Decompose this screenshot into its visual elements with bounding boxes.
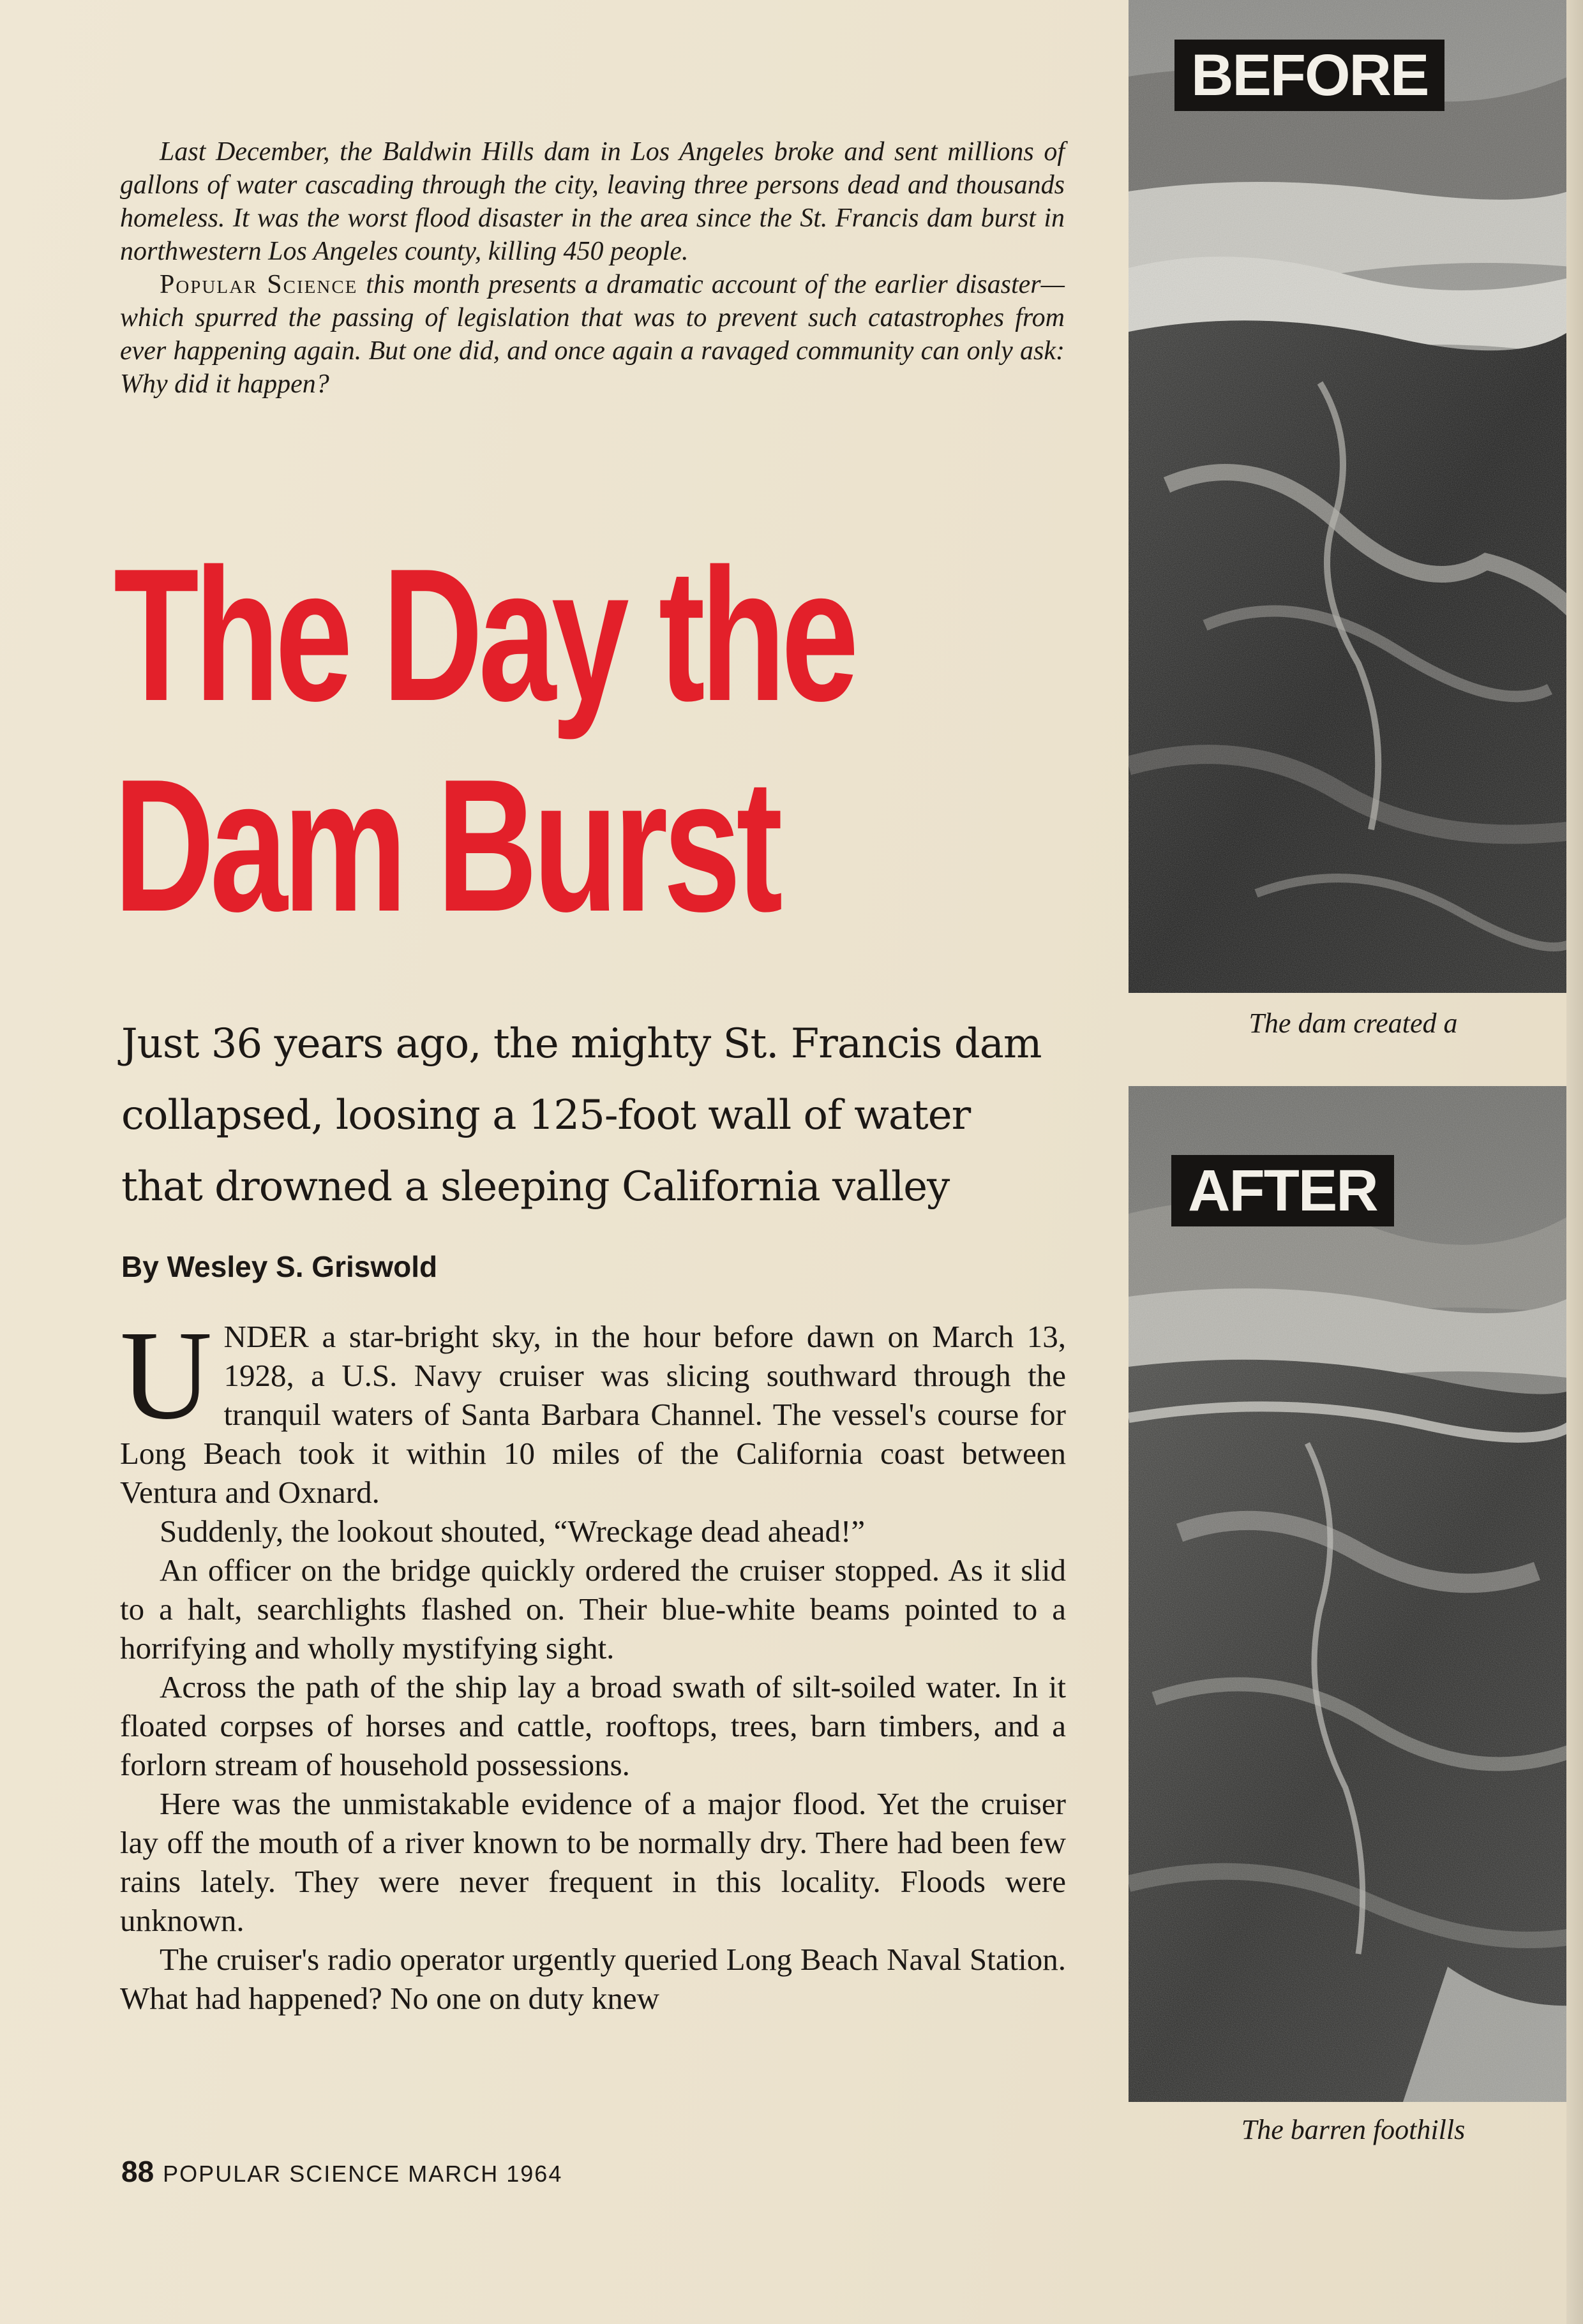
intro-paragraph	[120, 135, 1065, 401]
deck-line-1: Just 36 years ago, the mighty St. Francis dam	[121, 1020, 1042, 1068]
body-paragraph: The cruiser's radio operator urgently queried Long Beach Naval Station. What had happened? No one on duty knew	[120, 1942, 1066, 2016]
article-headline	[114, 529, 855, 951]
after-aerial-image	[1129, 1086, 1583, 2102]
page-edge	[1566, 0, 1583, 2324]
before-photo	[1129, 0, 1583, 993]
after-caption: The barren foothills	[1241, 2114, 1466, 2145]
body-paragraph: Across the path of the ship lay a broad swath of silt-soiled water. In it floated corpses of horses and cattle, rooftops, trees, barn timbers, and a forlorn stream of household possessions.	[120, 1669, 1066, 1782]
body-paragraph: An officer on the bridge quickly ordered the cruiser stopped. As it slid to a halt, searchlights flashed on. Their blue-white beams pointed to a horrifying and wholly mystifying sight.	[120, 1553, 1066, 1665]
footer-issue: POPULAR SCIENCE MARCH 1964	[163, 2161, 563, 2187]
headline-line-1: The Day the	[114, 529, 855, 740]
deck-line-3: that drowned a sleeping California valley	[121, 1163, 950, 1210]
page-footer	[121, 2154, 562, 2189]
drop-cap: U	[120, 1305, 213, 1446]
byline: By Wesley S. Griswold	[121, 1250, 438, 1283]
after-label: AFTER	[1171, 1155, 1394, 1226]
intro-text-1: Last December, the Baldwin Hills dam in Los Angeles broke and sent millions of gallons of water cascading through the city, leaving three persons dead and thousands homeless. It was the worst flood disaster in the area since the St. Francis dam burst in northwestern Los Angeles county, killing 450 people.	[120, 137, 1065, 266]
deck-line-2: collapsed, loosing a 125-foot wall of water	[121, 1092, 971, 1139]
lead-paragraph	[120, 1305, 1066, 1512]
body-paragraph: Suddenly, the lookout shouted, “Wreckage dead ahead!”	[160, 1514, 866, 1549]
before-aerial-image	[1129, 0, 1583, 993]
article-body	[120, 1305, 1066, 2018]
intro-text-2-rest: this month presents a dramatic account of the earlier disaster—which spurred the passing of legislation that was to prevent such catastrophes from ever happening again. But one did, and once again a ravaged community can only ask: Why did it happen?	[120, 270, 1065, 399]
page-number: 88	[121, 2155, 154, 2188]
after-photo	[1129, 1086, 1583, 2102]
body-paragraph: Here was the unmistakable evidence of a major flood. Yet the cruiser lay off the mouth of a river known to be normally dry. There had been few rains lately. They were never frequent in this locality. Floods were unknown.	[120, 1786, 1066, 1938]
magazine-name: Popular Science	[160, 270, 358, 299]
lead-text: NDER a star-bright sky, in the hour before dawn on March 13, 1928, a U.S. Navy cruiser was slicing southward through the tranquil waters of Santa Barbara Channel. The vessel's course for Long Beach took it within 10 miles of the California coast between Ventura and Oxnard.	[120, 1319, 1066, 1510]
intro-text-2	[120, 268, 1065, 401]
before-caption: The dam created a	[1249, 1008, 1458, 1039]
headline-line-2: Dam Burst	[114, 740, 779, 951]
before-label: BEFORE	[1174, 40, 1444, 111]
article-deck	[121, 1008, 1092, 1223]
